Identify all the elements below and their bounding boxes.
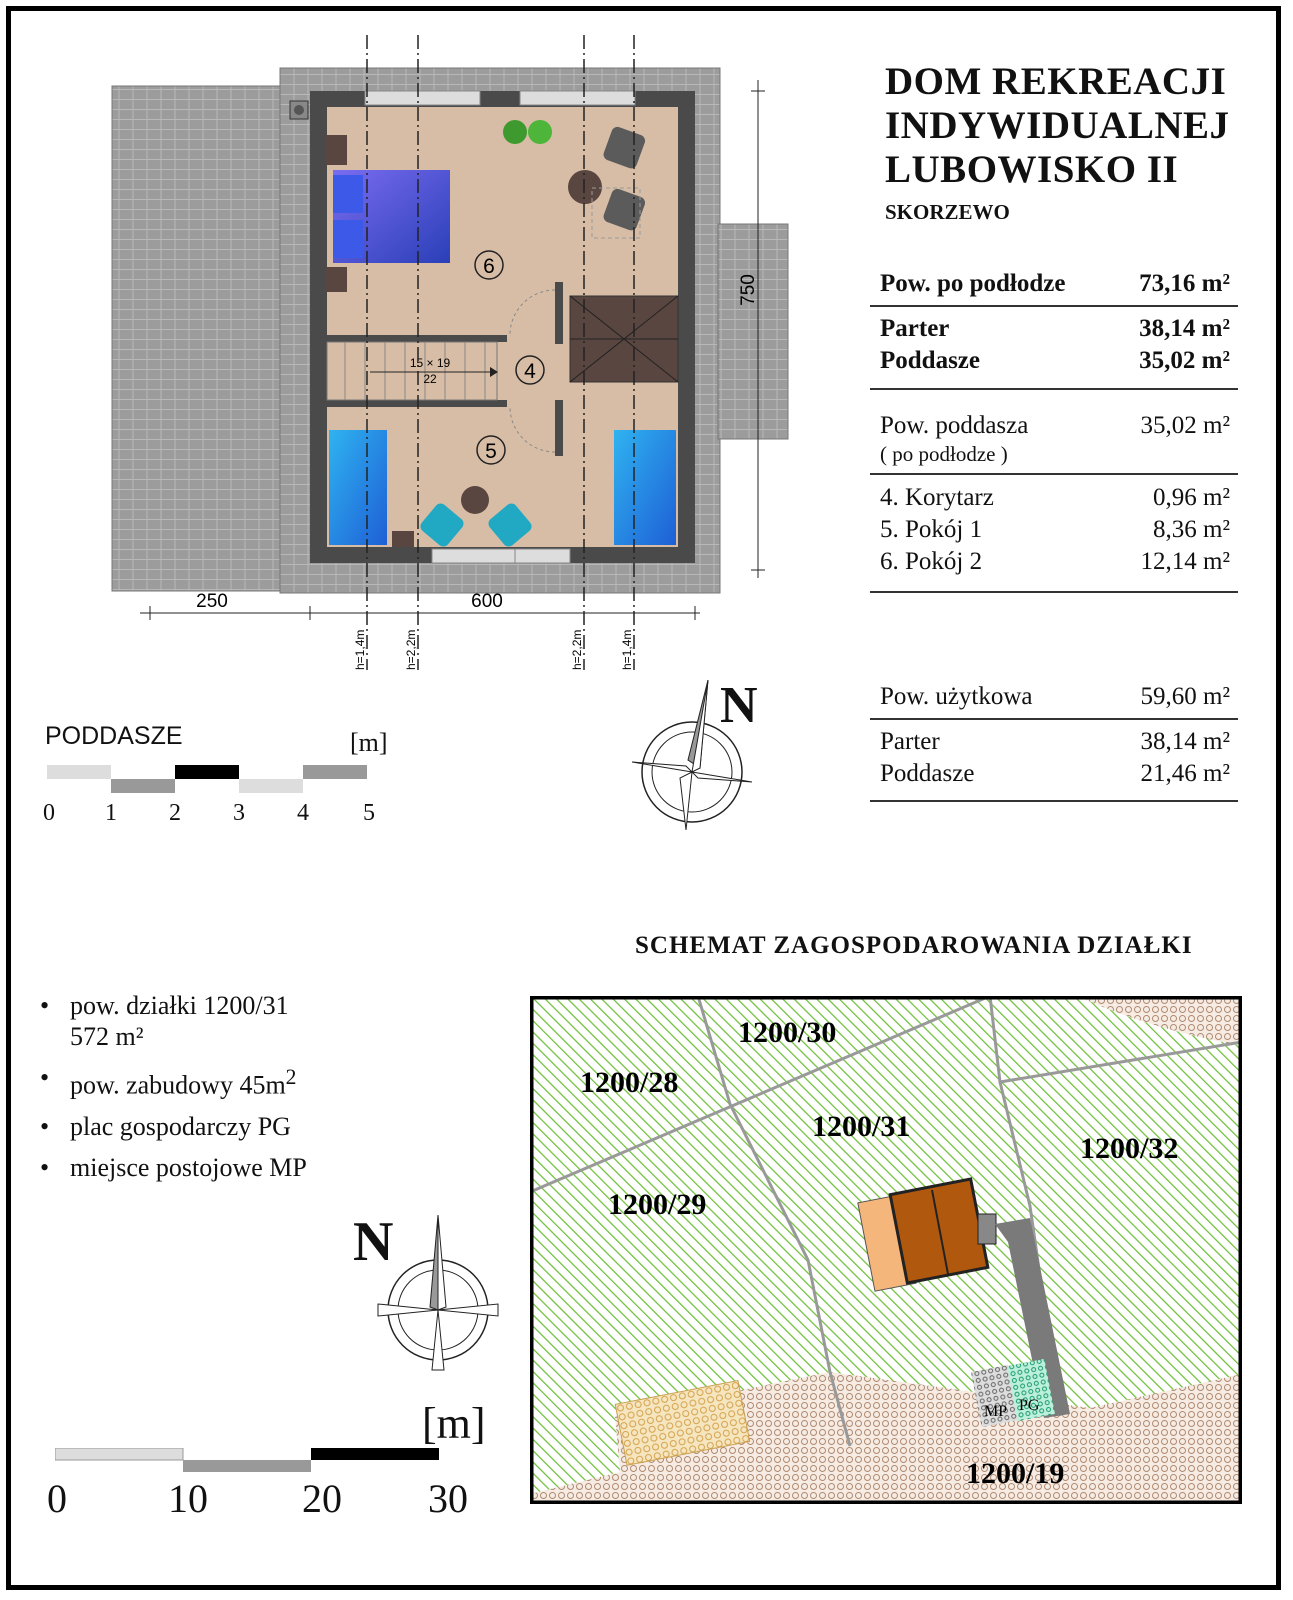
title-line: INDYWIDUALNEJ (885, 104, 1230, 147)
parcel-label: 1200/31 (812, 1110, 911, 1143)
legend-text: 572 m² (70, 1022, 144, 1051)
parcel-label: 1200/19 (966, 1457, 1065, 1490)
room-label: 5. Pokój 1 (880, 516, 983, 543)
area-label: Poddasze (880, 760, 975, 787)
scale-tick: 10 (168, 1476, 208, 1521)
room-number-6: 6 (483, 255, 495, 278)
scale-tick: 1 (105, 800, 117, 826)
single-bed (614, 430, 676, 545)
area-value: 35,02 m² (1139, 347, 1230, 374)
subtitle: SKORZEWO (885, 200, 1010, 224)
room-value: 0,96 m² (1153, 484, 1230, 511)
area-value: 73,16 m² (1139, 270, 1230, 297)
pg-label: PG (1019, 1397, 1040, 1414)
compass-north-label: N (353, 1211, 394, 1273)
window (365, 91, 480, 105)
legend-item (40, 1152, 307, 1183)
area-value: 35,02 m² (1140, 412, 1230, 439)
site-title: SCHEMAT ZAGOSPODAROWANIA DZIAŁKI (635, 932, 1193, 959)
mp-label: MP (984, 1403, 1008, 1420)
area-attic (880, 412, 1230, 440)
dim-height: 750 (738, 274, 759, 306)
area-value: 59,60 m² (1140, 683, 1230, 710)
room-number-5: 5 (485, 440, 497, 463)
parcel-label: 1200/32 (1080, 1132, 1179, 1165)
stairs (327, 342, 497, 400)
dim-left: 250 (196, 591, 228, 612)
room-value: 12,14 m² (1140, 548, 1230, 575)
scale-ticks-top (40, 800, 380, 830)
area-parter (880, 315, 1230, 343)
scale-unit: [m] (422, 1399, 486, 1448)
divider (870, 591, 1238, 593)
room-row (880, 516, 1230, 544)
dim-width: 600 (471, 591, 503, 612)
area-value: 38,14 m² (1139, 315, 1230, 342)
window (432, 549, 517, 563)
room-number-4: 4 (524, 360, 536, 383)
legend-item (40, 990, 307, 1052)
legend-item (40, 1062, 307, 1101)
legend-text: miejsce postojowe MP (70, 1152, 307, 1182)
scale-tick: 5 (363, 800, 375, 826)
compass-north-label: N (720, 677, 758, 734)
window (515, 549, 570, 563)
scale-tick: 3 (233, 800, 245, 826)
area-label: Pow. użytkowa (880, 683, 1033, 710)
compass-rose-icon (375, 1215, 505, 1375)
area-usable (880, 683, 1230, 711)
parcel-label: 1200/28 (580, 1066, 679, 1099)
area-label: Pow. poddasza (880, 412, 1029, 439)
room-value: 8,36 m² (1153, 516, 1230, 543)
scale-tick: 2 (169, 800, 181, 826)
legend-text: pow. zabudowy 45m (70, 1070, 286, 1100)
legend-text: • pow. działki 1200/31 (70, 991, 289, 1020)
area-value: 21,46 m² (1140, 760, 1230, 787)
area-label: Parter (880, 728, 940, 755)
height-label: h=1,4m (353, 629, 367, 670)
divider (870, 718, 1238, 720)
divider (870, 305, 1238, 307)
room-label: 6. Pokój 2 (880, 548, 983, 575)
site-plan (530, 996, 1242, 1504)
area-attic-sublabel: ( po podłodze ) (880, 442, 1008, 466)
scale-tick: 30 (428, 1476, 468, 1521)
scale-title: PODDASZE (45, 722, 183, 750)
height-label: h=1,4m (620, 629, 634, 670)
floor-plan (0, 0, 860, 700)
plant (503, 120, 527, 144)
side-table (461, 486, 489, 514)
room-row (880, 484, 1230, 512)
area-usable-parter (880, 728, 1230, 756)
roof-dormer (718, 224, 788, 439)
scale-unit: [m] (350, 728, 388, 757)
roof-left (112, 86, 282, 591)
legend-item (40, 1111, 307, 1142)
area-label: Parter (880, 315, 950, 342)
room-label: 4. Korytarz (880, 484, 994, 511)
title-line: DOM REKREACJI (885, 60, 1227, 103)
area-usable-poddasze (880, 760, 1230, 788)
divider (870, 473, 1238, 475)
area-value: 38,14 m² (1140, 728, 1230, 755)
area-floor-total (880, 270, 1230, 298)
area-label: Pow. po podłodze (880, 270, 1066, 297)
scale-ticks-bottom (40, 1475, 480, 1525)
area-poddasze (880, 347, 1230, 375)
scale-tick: 0 (43, 800, 55, 826)
parcel-label: 1200/30 (738, 1016, 837, 1049)
legend-sup: 2 (285, 1065, 297, 1089)
scale-bar-bottom (55, 1448, 445, 1478)
coffee-table (568, 170, 602, 204)
divider (870, 388, 1238, 390)
height-label: h=2,2m (404, 629, 418, 670)
legend (40, 990, 307, 1193)
scale-tick: 0 (47, 1476, 67, 1521)
title-line: LUBOWISKO II (885, 148, 1179, 191)
single-bed (329, 430, 387, 545)
height-label: h=2,2m (570, 629, 584, 670)
parcel-label: 1200/29 (608, 1188, 707, 1221)
window (520, 91, 635, 105)
title (885, 60, 1230, 192)
stairs-label-top: 15 × 19 (409, 356, 451, 370)
scale-tick: 20 (302, 1476, 342, 1521)
scale-tick: 4 (297, 800, 309, 826)
room-row (880, 548, 1230, 576)
area-label: Poddasze (880, 347, 980, 374)
divider (870, 800, 1238, 802)
stairs-label-bottom: 22 (423, 372, 437, 386)
legend-text: plac gospodarczy PG (70, 1111, 291, 1141)
